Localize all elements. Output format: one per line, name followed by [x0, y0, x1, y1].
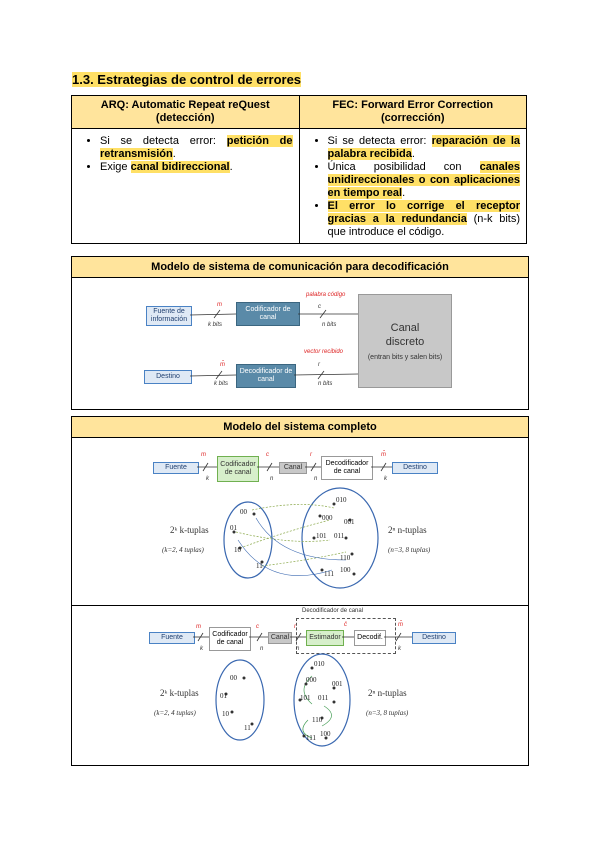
codeword-label: palabra código — [306, 292, 346, 298]
k-label-a2: k — [384, 476, 387, 482]
decoder-block: Decodificador de canal — [236, 364, 296, 388]
received-vector-label: vector recibido — [304, 349, 344, 355]
n-tuples-sub-a: (n=3, 8 tuplas) — [388, 546, 431, 554]
arq-header: ARQ: Automatic Repeat reQuest (detección) — [72, 96, 300, 129]
n-label-b2: n — [296, 646, 300, 652]
n-word-001-a: 001 — [344, 518, 355, 526]
estimator-block-b: Estimador — [306, 630, 344, 646]
fec-header: FEC: Forward Error Correction (corrección) — [299, 96, 527, 129]
m-hat-label-a: m̂ — [381, 452, 386, 458]
arq-item-1: • Si se detecta error: petición de retransmisión. — [100, 135, 293, 161]
n-word-010-a: 010 — [336, 496, 347, 504]
n-word-110-b: 110 — [312, 716, 323, 724]
section-title: 1.3. Estrategias de control de errores — [72, 72, 302, 87]
k-bits-label-1: k bits — [208, 322, 223, 328]
k-label-b2: k — [398, 646, 401, 652]
n-label-a1: n — [270, 476, 274, 482]
fec-item-2: • Única posibilidad con canales unidireccionales o con aplicaciones en tiempo real. — [328, 161, 521, 200]
n-label-a2: n — [314, 476, 318, 482]
k-tuples-sub-a: (k=2, 4 tuplas) — [162, 546, 204, 554]
destination-block: Destino — [144, 370, 192, 384]
n-word-011-a: 011 — [334, 532, 345, 540]
n-word-111-b: 111 — [306, 734, 316, 742]
c-hat-label-b: ĉ — [344, 622, 347, 628]
fec-item-1: • Si se detecta error: reparación de la palabra recibida. — [328, 135, 521, 161]
discrete-channel-block: Canal discreto (entran bits y salen bits) — [358, 294, 452, 388]
k-word-01-a: 01 — [230, 524, 237, 532]
n-word-100-a: 100 — [340, 566, 351, 574]
k-tuples-label-a: 2ᵏ k-tuplas — [170, 525, 209, 535]
n-word-111-a: 111 — [324, 570, 334, 578]
n-label-b1: n — [260, 646, 264, 652]
n-word-000-b: 000 — [306, 676, 317, 684]
channel-block-b: Canal — [268, 632, 292, 644]
k-word-10-a: 10 — [234, 546, 241, 554]
k-word-11-b: 11 — [244, 724, 251, 732]
destination-block-a: Destino — [392, 462, 438, 474]
encoder-block-a: Codificador de canal — [217, 456, 259, 482]
destination-block-b: Destino — [412, 632, 456, 644]
source-block: Fuente de información — [146, 306, 192, 326]
decodif-block-b: Decodif. — [354, 630, 386, 646]
n-word-110-a: 110 — [340, 554, 351, 562]
n-bits-label-1: n bits — [322, 322, 337, 328]
channel-block-a: Canal — [279, 462, 307, 474]
c-label: c — [318, 304, 321, 310]
decoder-block-a: Decodificador de canal — [321, 456, 373, 480]
encoder-block: Codificador de canal — [236, 302, 300, 326]
c-label-b: c — [256, 624, 259, 630]
full-model-title: Modelo del sistema completo — [72, 417, 528, 438]
k-tuples-label-b: 2ᵏ k-tuplas — [160, 688, 199, 698]
n-tuples-label-a: 2ⁿ n-tuplas — [388, 525, 427, 535]
r-label-a: r — [310, 452, 312, 458]
source-block-a: Fuente — [153, 462, 199, 474]
k-word-01-b: 01 — [220, 692, 227, 700]
n-word-100-b: 100 — [320, 730, 331, 738]
r-label-b: r — [294, 624, 296, 630]
k-word-11-a: 11 — [256, 562, 263, 570]
n-word-101-a: 101 — [316, 532, 327, 540]
m-label-a: m — [201, 452, 206, 458]
encoder-block-b: Codificador de canal — [209, 627, 251, 651]
m-label-1: m — [217, 302, 222, 308]
m-label-b: m — [196, 624, 201, 630]
n-word-011-b: 011 — [318, 694, 329, 702]
k-word-00-a: 00 — [240, 508, 247, 516]
decoder-group-label: Decodificador de canal — [302, 608, 364, 614]
k-word-00-b: 00 — [230, 674, 237, 682]
arq-item-2: • Exige canal bidireccional. — [100, 161, 293, 174]
n-word-000-a: 000 — [322, 514, 333, 522]
k-word-10-b: 10 — [222, 710, 229, 718]
n-word-101-b: 101 — [300, 694, 311, 702]
k-tuples-sub-b: (k=2, 4 tuplas) — [154, 709, 196, 717]
m-hat-label: m̂ — [220, 362, 225, 368]
k-label-b: k — [200, 646, 203, 652]
c-label-a: c — [266, 452, 269, 458]
decoding-model-title: Modelo de sistema de comunicación para decodificación — [72, 257, 528, 278]
n-word-001-b: 001 — [332, 680, 343, 688]
k-bits-label-2: k bits — [214, 381, 229, 387]
fec-item-3: • El error lo corrige el receptor gracias a la redundancia (n-k bits) que introduce el código. — [328, 200, 521, 239]
m-hat-label-b: m̂ — [398, 622, 403, 628]
n-bits-label-2: n bits — [318, 381, 333, 387]
n-word-010-b: 010 — [314, 660, 325, 668]
source-block-b: Fuente — [149, 632, 195, 644]
r-label: r — [318, 362, 320, 368]
n-tuples-sub-b: (n=3, 8 tuplas) — [366, 709, 409, 717]
k-label-a: k — [206, 476, 209, 482]
n-tuples-label-b: 2ⁿ n-tuplas — [368, 688, 407, 698]
